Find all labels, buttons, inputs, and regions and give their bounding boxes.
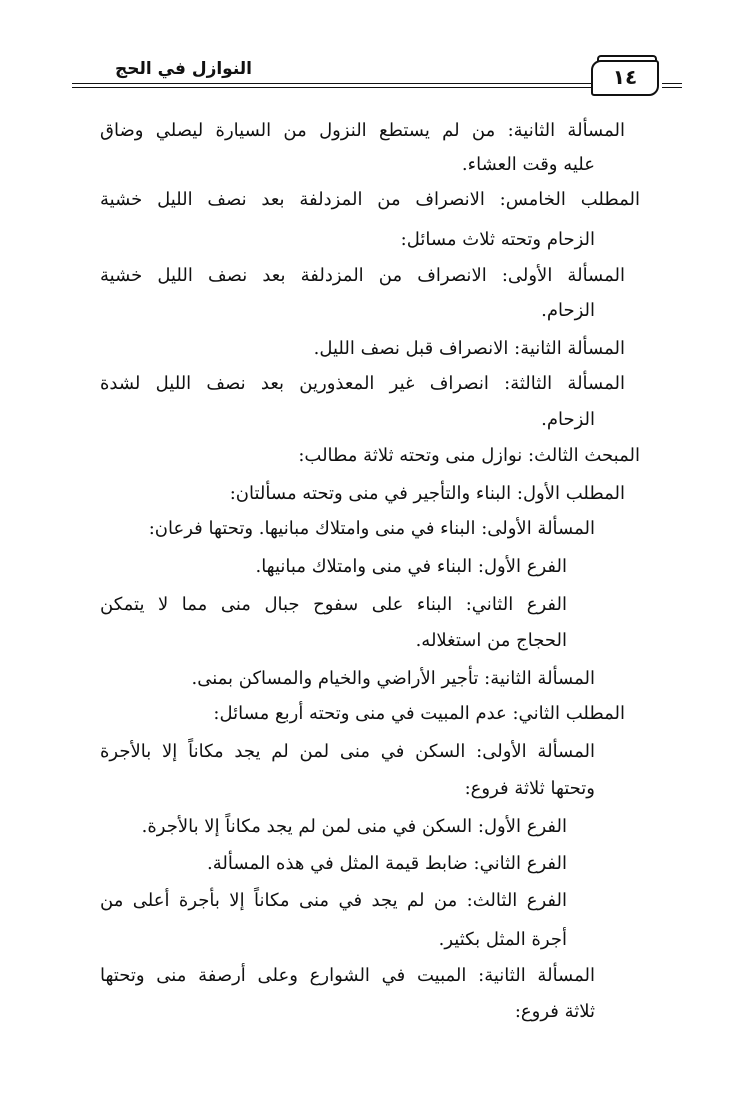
page-number: ١٤: [591, 60, 659, 96]
toc-line: المسألة الثانية: تأجير الأراضي والخيام والمساكن بمنى.: [191, 668, 595, 689]
toc-line: المسألة الثانية: الانصراف قبل نصف الليل.: [313, 338, 625, 359]
toc-line: المسألة الثانية: من لم يستطع النزول من السيارة ليصلي وضاق: [100, 120, 625, 141]
toc-line: الزحام.: [541, 409, 595, 430]
toc-line: الفرع الأول: البناء في منى وامتلاك مبانيها.: [255, 556, 567, 577]
toc-line: الفرع الثاني: البناء على سفوح جبال منى مما لا يتمكن: [100, 594, 567, 615]
toc-line: المطلب الخامس: الانصراف من المزدلفة بعد نصف الليل خشية: [100, 189, 640, 210]
toc-line: الزحام.: [541, 300, 595, 321]
toc-line: المسألة الأولى: السكن في منى لمن لم يجد مكاناً إلا بالأجرة: [100, 741, 595, 762]
toc-line: المسألة الأولى: الانصراف من المزدلفة بعد نصف الليل خشية: [100, 265, 625, 286]
toc-line: أجرة المثل بكثير.: [438, 929, 567, 950]
toc-line: الفرع الثاني: ضابط قيمة المثل في هذه المسألة.: [207, 853, 567, 874]
toc-line: وتحتها ثلاثة فروع:: [464, 778, 595, 799]
toc-line: الحجاج من استغلاله.: [415, 630, 567, 651]
toc-line: المبحث الثالث: نوازل منى وتحته ثلاثة مطالب:: [298, 445, 640, 466]
toc-line: المطلب الأول: البناء والتأجير في منى وتحته مسألتان:: [229, 483, 625, 504]
header-rule-bottom: [72, 87, 592, 88]
book-title: النوازل في الحج: [114, 59, 252, 79]
toc-line: المسألة الثالثة: انصراف غير المعذورين بعد نصف الليل لشدة: [100, 373, 625, 394]
toc-line: المسألة الثانية: المبيت في الشوارع وعلى أرصفة منى وتحتها: [100, 965, 595, 986]
header-rule-top: [72, 83, 592, 84]
toc-line: الزحام وتحته ثلاث مسائل:: [400, 229, 595, 250]
toc-line: المسألة الأولى: البناء في منى وامتلاك مبانيها. وتحتها فرعان:: [148, 518, 595, 539]
toc-line: عليه وقت العشاء.: [461, 154, 595, 175]
toc-line: الفرع الثالث: من لم يجد في منى مكاناً إلا بأجرة أعلى من: [100, 890, 567, 911]
header-rule-top-right: [662, 83, 682, 84]
toc-line: الفرع الأول: السكن في منى لمن لم يجد مكاناً إلا بالأجرة.: [141, 816, 567, 837]
header-rule-bottom-right: [662, 87, 682, 88]
toc-line: ثلاثة فروع:: [514, 1001, 595, 1022]
toc-line: المطلب الثاني: عدم المبيت في منى وتحته أربع مسائل:: [213, 703, 625, 724]
